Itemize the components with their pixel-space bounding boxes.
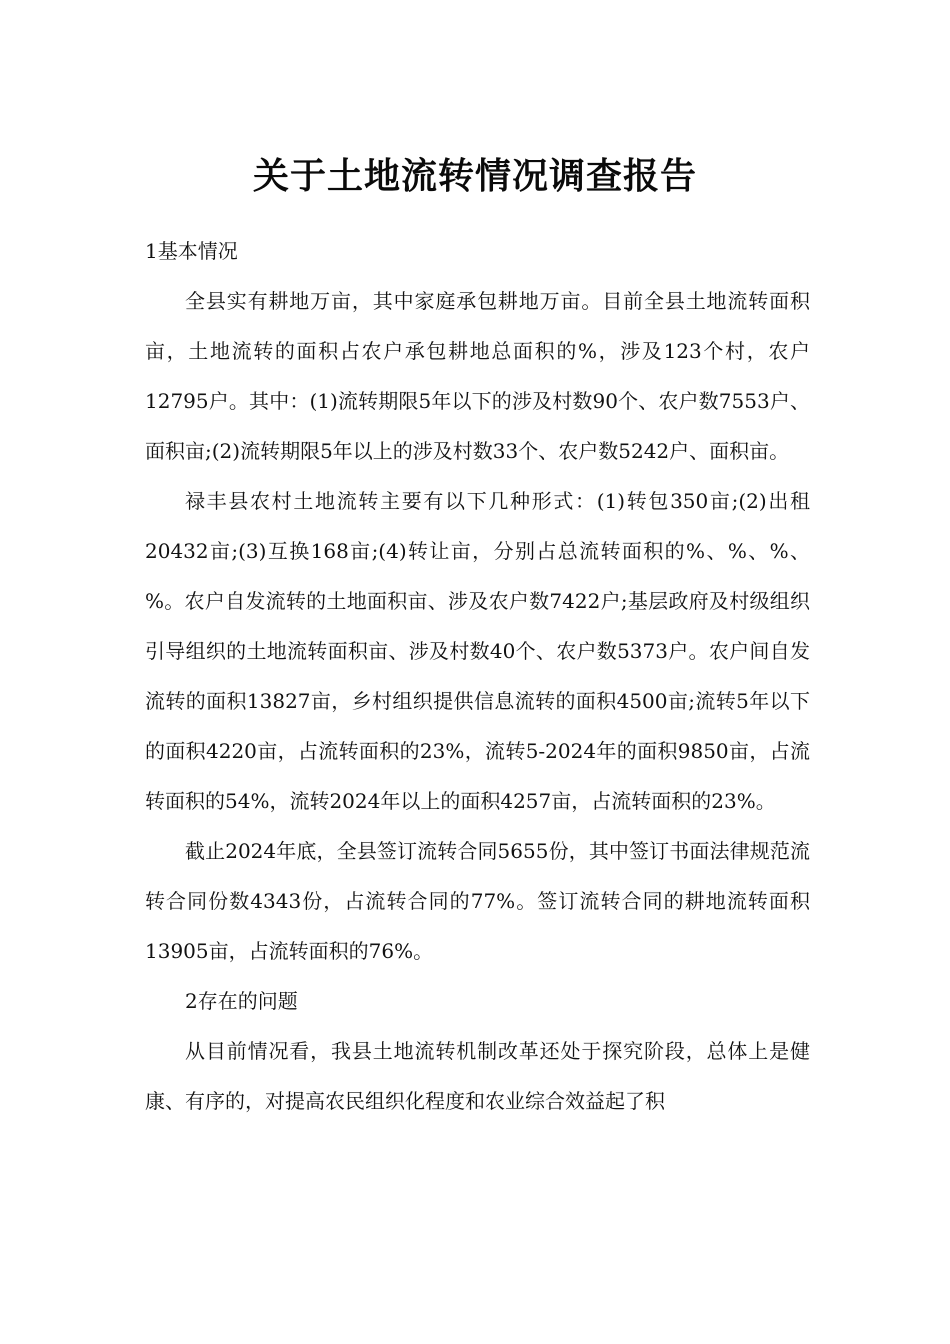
paragraph-contracts: 截止2024年底，全县签订流转合同5655份，其中签订书面法律规范流转合同份数4343份，占流转合同的77%。签订流转合同的耕地流转面积13905亩，占流转面积的76%。 [145,839,810,963]
paragraph-current-situation: 从目前情况看，我县土地流转机制改革还处于探究阶段，总体上是健康、有序的，对提高农民组织化程度和农业综合效益起了积 [145,1039,810,1113]
section-heading-problems: 2存在的问题 [185,989,298,1013]
paragraph-farmland-overview: 全县实有耕地万亩，其中家庭承包耕地万亩。目前全县土地流转面积亩，土地流转的面积占农户承包耕地总面积的%，涉及123个村，农户12795户。其中：(1)流转期限5年以下的涉及村数90个、农户数7553户、面积亩;(2)流转期限5年以上的涉及村数33个、农户数5242户、面积亩。 [145,289,810,463]
section-heading-basic-situation: 1基本情况 [145,239,238,263]
document-title: 关于土地流转情况调查报告 [252,156,697,198]
document-body [145,226,810,1126]
paragraph-transfer-forms: 禄丰县农村土地流转主要有以下几种形式：(1)转包350亩;(2)出租20432亩;(3)互换168亩;(4)转让亩，分别占总流转面积的%、%、%、%。农户自发流转的土地面积亩、涉及农户数7422户;基层政府及村级组织引导组织的土地流转面积亩、涉及村数40个、农户数5373户。农户间自发流转的面积13827亩，乡村组织提供信息流转的面积4500亩;流转5年以下的面积4220亩，占流转面积的23%，流转5-2024年的面积9850亩，占流转面积的54%，流转2024年以上的面积4257亩，占流转面积的23%。 [145,489,810,813]
